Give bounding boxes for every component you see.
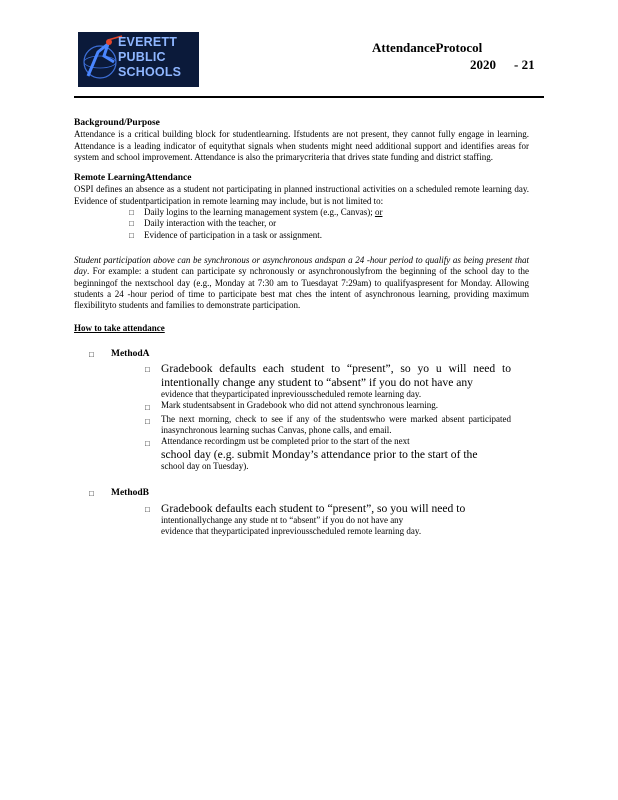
list-item: □ Daily interaction with the teacher, or	[129, 218, 277, 229]
checkbox-icon: □	[145, 403, 150, 413]
remote-heading: Remote LearningAttendance	[74, 173, 192, 184]
checkbox-icon: □	[145, 504, 150, 514]
header-rule	[74, 96, 544, 98]
checkbox-icon: □	[129, 208, 134, 218]
logo-line: SCHOOLS	[118, 65, 182, 79]
list-item: □ Daily logins to the learning management system (e.g., Canvas); or	[129, 207, 383, 218]
checkbox-icon: □	[145, 439, 150, 449]
participation-text	[74, 255, 529, 311]
list-item: □ Attendance recordingm ust be completed prior to the start of the next school day (e.g. submit Monday’s attendance prior to the start of the school day on Tuesday).	[145, 436, 478, 472]
year-end: - 21	[514, 57, 535, 72]
list-item: □ Evidence of participation in a task or assignment.	[129, 229, 322, 240]
remote-text: OSPI defines an absence as a student not participating in planned instructional activities on a scheduled remote learning day. Evidence of studentparticipation in remote learning may include, but is not limited to:	[74, 184, 529, 206]
year-start: 2020	[470, 57, 496, 72]
or-text: or	[374, 207, 383, 218]
checkbox-icon: □	[89, 349, 94, 359]
checkbox-icon: □	[129, 219, 134, 229]
school-year	[470, 57, 535, 73]
how-heading: How to take attendance	[74, 323, 165, 334]
checkbox-icon: □	[129, 230, 134, 240]
method-a-label: MethodA	[111, 348, 150, 359]
list-item: □ Gradebook defaults each student to “present”, so you will need to intentionallychange any stude nt to “absent” if you do not have any evidence that theyparticipated inpreviousscheduled remote learning day.	[145, 501, 466, 537]
list-item: □ Gradebook defaults each student to “present”, so yo u will need to intentionally change any student to “absent” if you do not have any evidence that theyparticipated inpreviousscheduled remote learning day.	[145, 362, 511, 400]
participation-italic: Student participation above can be synchronous or asynchronous andspan a 24 -hour period to qualify as being present that day	[74, 254, 529, 277]
logo-wordmark	[118, 35, 181, 80]
document-title: AttendanceProtocol	[372, 40, 483, 55]
list-item: □ Mark studentsabsent in Gradebook who did not attend synchronous learning.	[145, 400, 438, 413]
method-b	[89, 488, 529, 537]
evidence-list	[129, 207, 529, 241]
method-a	[89, 349, 529, 473]
district-logo	[78, 32, 199, 87]
logo-line: PUBLIC	[118, 50, 166, 64]
list-item: □ The next morning, check to see if any of the studentswho were marked absent participated inasynchronous learning suchas Canvas, phone calls, and email.	[145, 413, 511, 435]
checkbox-icon: □	[89, 489, 94, 499]
background-heading: Background/Purpose	[74, 118, 160, 128]
checkbox-icon: □	[145, 416, 150, 426]
participation-body: . For example: a student can participate sy nchronously or asynchronouslyfrom the beginning of the school day to the beginningof the nextschool day (e.g., Monday at 7:30 am to Tuesdayat 7:29am) to qualifyaspresent for Monday. Allowing students a 24 -hour period of time to participate best mat ches the intent of asynchronous learning, providing maximum flexibilityto students and families to demonstrate participation.	[74, 266, 529, 311]
checkbox-icon: □	[145, 365, 150, 375]
method-b-label: MethodB	[111, 488, 149, 499]
background-text: Attendance is a critical building block for studentlearning. Ifstudents are not present, they cannot fully engage in learning. Attendance is a leading indicator of equitythat signals when students might need additional support and identifies areas for system and school improvement. Attendance is also the primarycriteria that drives state funding and district staffing.	[74, 129, 529, 162]
document-body	[74, 118, 529, 538]
logo-line: EVERETT	[118, 35, 178, 49]
